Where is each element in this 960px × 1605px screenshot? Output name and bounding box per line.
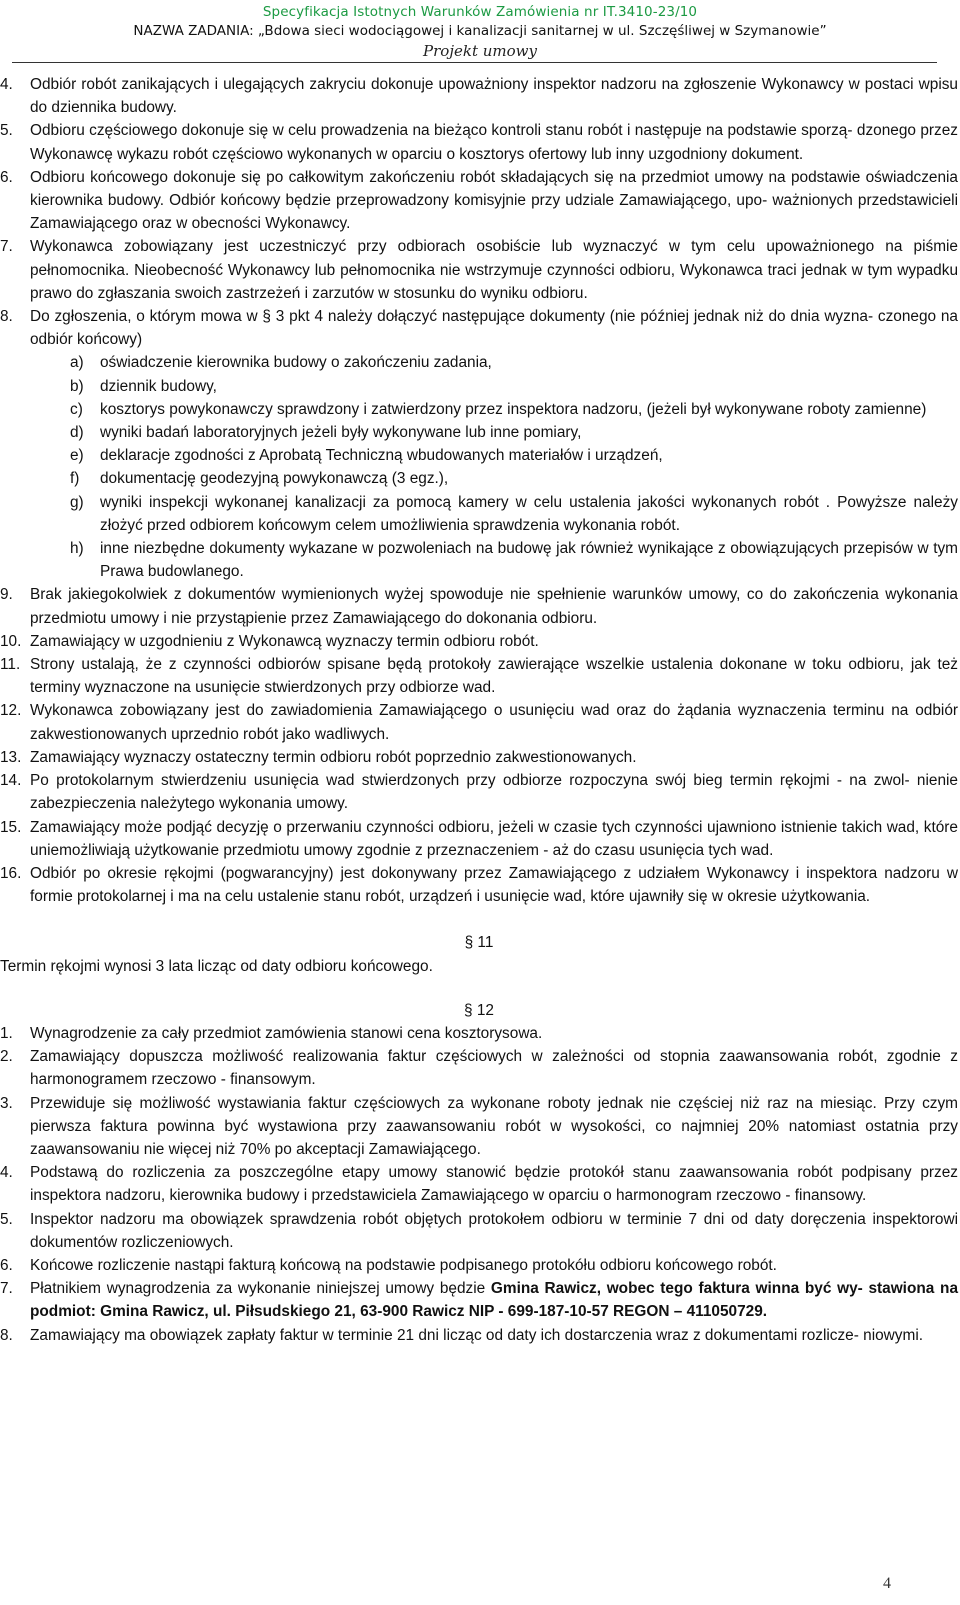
list-item (0, 816, 958, 862)
item-number: 7. (0, 238, 13, 256)
header-divider (12, 62, 937, 63)
list-item (0, 653, 958, 699)
list-item (0, 1161, 958, 1207)
sublist-letter: b) (70, 377, 84, 395)
sublist-text: oświadczenie kierownika budowy o zakończeniu zadania, (100, 354, 492, 372)
list-item (0, 166, 958, 236)
item-number: 1. (0, 1024, 13, 1042)
sublist-item (0, 537, 958, 583)
list-item (0, 1324, 958, 1347)
documents-sublist (0, 351, 958, 583)
item-text: Wynagrodzenie za cały przedmiot zamówienia stanowi cena kosztorysowa. (30, 1024, 543, 1042)
list-item (0, 699, 958, 745)
item-text-plain: Płatnikiem wynagrodzenia za wykonanie niniejszej umowy będzie (30, 1280, 491, 1298)
page-number: 4 (883, 1575, 891, 1592)
item-text: Do zgłoszenia, o którym mowa w § 3 pkt 4 należy dołączyć następujące dokumenty (nie później jednak niż do dnia wyzna- czonego na odbiór końcowy) (30, 308, 958, 349)
sublist-letter: e) (70, 447, 84, 465)
list-item (0, 630, 958, 653)
sublist-item (0, 375, 958, 398)
item-text: Zamawiający dopuszcza możliwość realizowania faktur częściowych w zależności od stopnia zaawansowania robót, zgodnie z harmonogramem rzeczowo - finansowym. (30, 1048, 958, 1089)
document-body (0, 73, 958, 1347)
item-text: Zamawiający ma obowiązek zapłaty faktur w terminie 21 dni licząc od daty ich dostarczenia wraz z dokumentami rozlicze- niowymi. (30, 1326, 924, 1344)
item-number: 15. (0, 818, 22, 836)
item-text: Po protokolarnym stwierdzeniu usunięcia wad stwierdzonych przy odbiorze rozpoczyna swój bieg termin rękojmi - na zwol- nienie zabezpieczenia należytego wykonania umowy. (30, 772, 958, 813)
item-number: 4. (0, 76, 13, 93)
item-number: 13. (0, 748, 22, 766)
sublist-text: wyniki badań laboratoryjnych jeżeli były wykonywane lub inne pomiary, (100, 424, 582, 442)
item-text: Odbioru końcowego dokonuje się po całkowitym zakończeniu robót składających się na przedmiot umowy na podstawie oświadczenia kierownika budowy. Odbiór końcowy będzie przeprowadzony komisyjnie przy udziale Zamawiającego, upo- ważnionych przedstawicieli Zamawiającego oraz w obecności Wykonawcy. (30, 168, 958, 233)
item-number: 8. (0, 1326, 13, 1344)
item-text: Wykonawca zobowiązany jest do zawiadomienia Zamawiającego o usunięciu wad oraz do żądania wyznaczenia terminu na odbiór zakwestionowanych uprzednio robót jako wadliwych. (30, 702, 958, 743)
list-item (0, 1277, 958, 1323)
item-text-bold: Gmina Rawicz, wobec tego faktura winna być wy- stawiona na podmiot: Gmina Rawicz, ul. Piłsudskiego 21, 63-900 Rawicz NIP - 699-187-10-57 REGON – 411050729. (30, 1280, 958, 1321)
sublist-item (0, 467, 958, 490)
item-number: 16. (0, 864, 22, 882)
item-number: 14. (0, 772, 22, 790)
list-item (0, 1092, 958, 1162)
item-text: Wykonawca zobowiązany jest uczestniczyć przy odbiorach osobiście lub wyznaczyć w tym celu upoważnionego na piśmie pełnomocnika. Nieobecność Wykonawcy lub pełnomocnika nie wstrzymuje czynności odbioru, Wykonawca traci jednak w tym wypadku prawo do zgłaszania swoich zastrzeżeń i zarzutów w stosunku do wyniku odbioru. (30, 238, 958, 302)
list-item (0, 119, 958, 165)
item-text: Zamawiający w uzgodnieniu z Wykonawcą wyznaczy termin odbioru robót. (30, 632, 539, 650)
item-number: 3. (0, 1094, 13, 1112)
list-item (0, 235, 958, 305)
list-item (0, 746, 958, 769)
item-number: 10. (0, 632, 22, 650)
sublist-letter: c) (70, 400, 83, 418)
list-item (0, 1045, 958, 1091)
sublist-letter: d) (70, 424, 84, 442)
sublist-text: inne niezbędne dokumenty wykazane w pozwoleniach na budowę jak również wynikające z obowiązujących przepisów w tym Prawa budowlanego. (100, 540, 958, 581)
list-item (0, 305, 958, 351)
list-item (0, 583, 958, 629)
header-specification: Specyfikacja Istotnych Warunków Zamówienia nr IT.3410-23/10 (262, 4, 698, 20)
sublist-text: dokumentację geodezyjną powykonawczą (3 egz.), (100, 470, 449, 488)
item-number: 5. (0, 1210, 13, 1228)
item-number: 2. (0, 1048, 13, 1066)
sublist-item (0, 351, 958, 374)
sublist-item (0, 421, 958, 444)
item-number: 4. (0, 1164, 13, 1182)
sublist-item (0, 491, 958, 537)
sublist-item (0, 444, 958, 467)
sublist-text: kosztorys powykonawczy sprawdzony i zatwierdzony przez inspektora nadzoru, (jeżeli był wykonywane roboty zamienne) (100, 400, 927, 418)
list-item (0, 1022, 958, 1045)
section10-list (0, 73, 958, 351)
list-item (0, 1208, 958, 1254)
item-text: Podstawą do rozliczenia za poszczególne etapy umowy stanowić będzie protokół stanu zaawansowania robót podpisany przez inspektora nadzoru, kierownika budowy i przedstawiciela Zamawiającego w oparciu o harmonogram rzeczowo - finansowy. (30, 1164, 958, 1205)
sublist-letter: f) (70, 470, 80, 488)
list-item (0, 769, 958, 815)
sublist-item (0, 398, 958, 421)
list-item (0, 73, 958, 119)
item-number: 6. (0, 1256, 13, 1274)
section-heading: § 11 (464, 934, 494, 952)
item-text: Strony ustalają, że z czynności odbiorów spisane będą protokoły zawierające wszelkie ustalenia dokonane w toku odbioru, jak też terminy wyznaczone na usunięcie stwierdzonych przy odbiorze wad. (30, 656, 958, 697)
item-number: 11. (0, 656, 21, 674)
sublist-text: deklaracje zgodności z Aprobatą Techniczną wbudowanych materiałów i urządzeń, (100, 447, 663, 465)
sublist-letter: h) (70, 540, 84, 558)
item-text: Zamawiający wyznaczy ostateczny termin odbioru robót poprzednio zakwestionowanych. (30, 748, 637, 766)
sublist-text: wyniki inspekcji wykonanej kanalizacji za pomocą kamery w celu ustalenia jakości wykonanych robót . Powyższe należy złożyć przed odbiorem końcowym celem umożliwienia sprawdzenia wykonania robót. (100, 493, 958, 534)
header-project: Projekt umowy (423, 42, 537, 60)
item-text: Odbiór robót zanikających i ulegających zakryciu dokonuje upoważniony inspektor nadzoru na zgłoszenie Wykonawcy w postaci wpisu do dziennika budowy. (30, 76, 958, 117)
item-text: Przewiduje się możliwość wystawiania faktur częściowych za wykonane roboty jednak nie częściej niż raz na miesiąc. Przy czym pierwsza faktura powinna być wystawiona przy zaawansowaniu robót w wysokości, co najmniej 20% natomiast ostatnia przy zaawansowaniu nie więcej niż 70% po akceptacji Zamawiającego. (30, 1094, 958, 1158)
item-number: 9. (0, 586, 13, 604)
sublist-letter: g) (70, 493, 84, 511)
list-item (0, 862, 958, 908)
spacer (0, 978, 958, 999)
section-text: Termin rękojmi wynosi 3 lata licząc od daty odbioru końcowego. (0, 957, 433, 975)
item-text: Odbioru częściowego dokonuje się w celu prowadzenia na bieżąco kontroli stanu robót i następuje na podstawie sporzą- dzonego przez Wykonawcę wykazu robót częściowo wykonanych w oparciu o kosztorys ofertowy lub inny uzgodniony dokument. (30, 122, 958, 163)
item-text: Inspektor nadzoru ma obowiązek sprawdzenia robót objętych protokołem odbioru w terminie 7 dni od daty doręczenia inspektorowi dokumentów rozliczeniowych. (30, 1210, 958, 1251)
section10-list-continued (0, 583, 958, 908)
item-text: Końcowe rozliczenie nastąpi fakturą końcową na podstawie podpisanego protokółu odbioru końcowego robót. (30, 1256, 777, 1274)
header-task-name: NAZWA ZADANIA: „Bdowa sieci wodociągowej i kanalizacji sanitarnej w ul. Szczęśliwej w Szymanowie” (133, 23, 827, 39)
section12-list (0, 1022, 958, 1347)
item-text: Brak jakiegokolwiek z dokumentów wymienionych wyżej spowoduje nie spełnienie warunków umowy, co do zakończenia wykonania przedmiotu umowy i nie przystąpienie przez Zamawiającego do dokonania odbioru. (30, 586, 958, 627)
sublist-text: dziennik budowy, (100, 377, 217, 395)
item-number: 5. (0, 122, 13, 140)
item-text: Zamawiający może podjąć decyzję o przerwaniu czynności odbioru, jeżeli w czasie tych czynności ujawniono istnienie takich wad, które uniemożliwiają użytkowanie przedmiotu umowy zgodnie z przeznaczeniem - aż do czasu usunięcia tych wad. (30, 818, 958, 859)
list-item (0, 1254, 958, 1277)
item-number: 7. (0, 1280, 13, 1298)
item-number: 8. (0, 308, 13, 326)
item-number: 6. (0, 168, 13, 186)
section-heading: § 12 (464, 1001, 494, 1019)
item-text: Odbiór po okresie rękojmi (pogwarancyjny) jest dokonywany przez Zamawiającego z udziałem Wykonawcy i inspektora nadzoru w formie protokolarnej i ma na celu ustalenie stanu robót, urządzeń i usunięcie wad, które ujawniły się w okresie użytkowania. (30, 864, 958, 906)
item-number: 12. (0, 702, 22, 720)
spacer (0, 908, 958, 931)
sublist-letter: a) (70, 354, 84, 372)
